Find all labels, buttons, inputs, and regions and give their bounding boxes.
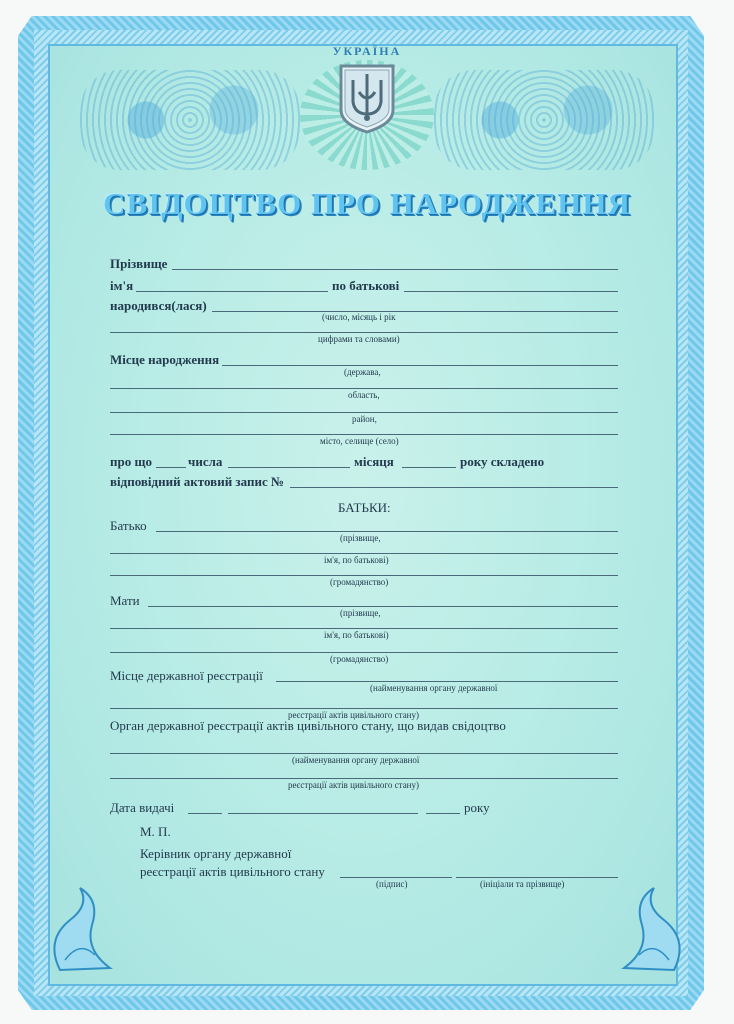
father-line	[156, 531, 618, 532]
father-line-3	[110, 575, 618, 576]
mother-hint-citizenship: (громадянство)	[330, 654, 389, 664]
hint-region: область,	[348, 390, 380, 400]
birthplace-line	[222, 365, 618, 366]
reg-place-line-2	[110, 708, 618, 709]
hint-state: (держава,	[344, 367, 381, 377]
signature-line	[340, 877, 452, 878]
mother-line-2	[110, 628, 618, 629]
year-line	[402, 467, 456, 468]
issuer-hint-1: (найменування органу державної	[292, 755, 420, 765]
record-line	[290, 487, 618, 488]
hint-district: район,	[352, 414, 377, 424]
born-label: народився(лася)	[110, 298, 207, 313]
trident-emblem-icon	[337, 62, 397, 134]
father-hint-name: ім'я, по батькові)	[324, 555, 389, 565]
mother-line	[148, 606, 618, 607]
issuer-label: Орган державної реєстрації актів цивільного стану, що видав свідоцтво	[110, 718, 506, 733]
patronymic-line	[404, 291, 618, 292]
year-made-label: року складено	[460, 454, 545, 469]
surname-line	[172, 269, 618, 270]
reg-place-line	[276, 681, 618, 682]
reg-place-hint-1: (найменування органу державної	[370, 683, 498, 693]
mother-hint-surname: (прізвище,	[340, 608, 381, 618]
father-hint-surname: (прізвище,	[340, 533, 381, 543]
day-label: числа	[188, 454, 223, 469]
head-label-2: реєстрації актів цивільного стану	[140, 864, 325, 879]
year-label: року	[464, 800, 490, 815]
surname-label: Прізвище	[110, 256, 168, 271]
name-line	[136, 291, 328, 292]
mother-label: Мати	[110, 593, 140, 608]
reg-place-hint-2: реєстрації актів цивільного стану)	[288, 710, 419, 720]
birthplace-line-2	[110, 388, 618, 389]
stamp-label: М. П.	[140, 824, 171, 839]
about-label: про що	[110, 454, 152, 469]
swan-ornament-left-icon	[40, 880, 130, 980]
father-label: Батько	[110, 518, 147, 533]
patronymic-label: по батькові	[332, 278, 400, 293]
issuer-line	[110, 753, 618, 754]
name-label: ім'я	[110, 278, 134, 293]
day-line	[156, 467, 186, 468]
born-line	[212, 311, 618, 312]
birthplace-label: Місце народження	[110, 352, 220, 367]
issuer-line-2	[110, 778, 618, 779]
father-hint-citizenship: (громадянство)	[330, 577, 389, 587]
father-line-2	[110, 553, 618, 554]
birthplace-line-3	[110, 412, 618, 413]
country-label: УКРАЇНА	[332, 44, 402, 58]
mother-line-3	[110, 652, 618, 653]
hint-city: місто, селище (село)	[320, 436, 399, 446]
signature-hint: (підпис)	[376, 879, 408, 889]
ornament-left	[80, 70, 300, 170]
reg-place-label: Місце державної реєстрації	[110, 668, 263, 683]
month-line	[228, 467, 350, 468]
mother-hint-name: ім'я, по батькові)	[324, 630, 389, 640]
head-label-1: Керівник органу державної	[140, 846, 292, 861]
issue-date-label: Дата видачі	[110, 800, 175, 815]
parents-heading: БАТЬКИ:	[338, 500, 391, 515]
issuer-hint-2: реєстрації актів цивільного стану)	[288, 780, 419, 790]
swan-ornament-right-icon	[604, 880, 694, 980]
issue-day-line	[188, 813, 222, 814]
month-label: місяця	[354, 454, 394, 469]
record-label: відповідний актовий запис №	[110, 474, 285, 489]
born-hint-2: цифрами та словами)	[318, 334, 400, 344]
born-hint-1: (число, місяць і рік	[322, 312, 396, 322]
birthplace-line-4	[110, 434, 618, 435]
initials-hint: (ініціали та прізвище)	[480, 879, 565, 889]
initials-line	[456, 877, 618, 878]
issue-month-line	[228, 813, 418, 814]
ornament-right	[434, 70, 654, 170]
certificate-title: СВІДОЦТВО ПРО НАРОДЖЕННЯ	[103, 186, 631, 221]
born-line-2	[110, 332, 618, 333]
issue-year-line	[426, 813, 460, 814]
